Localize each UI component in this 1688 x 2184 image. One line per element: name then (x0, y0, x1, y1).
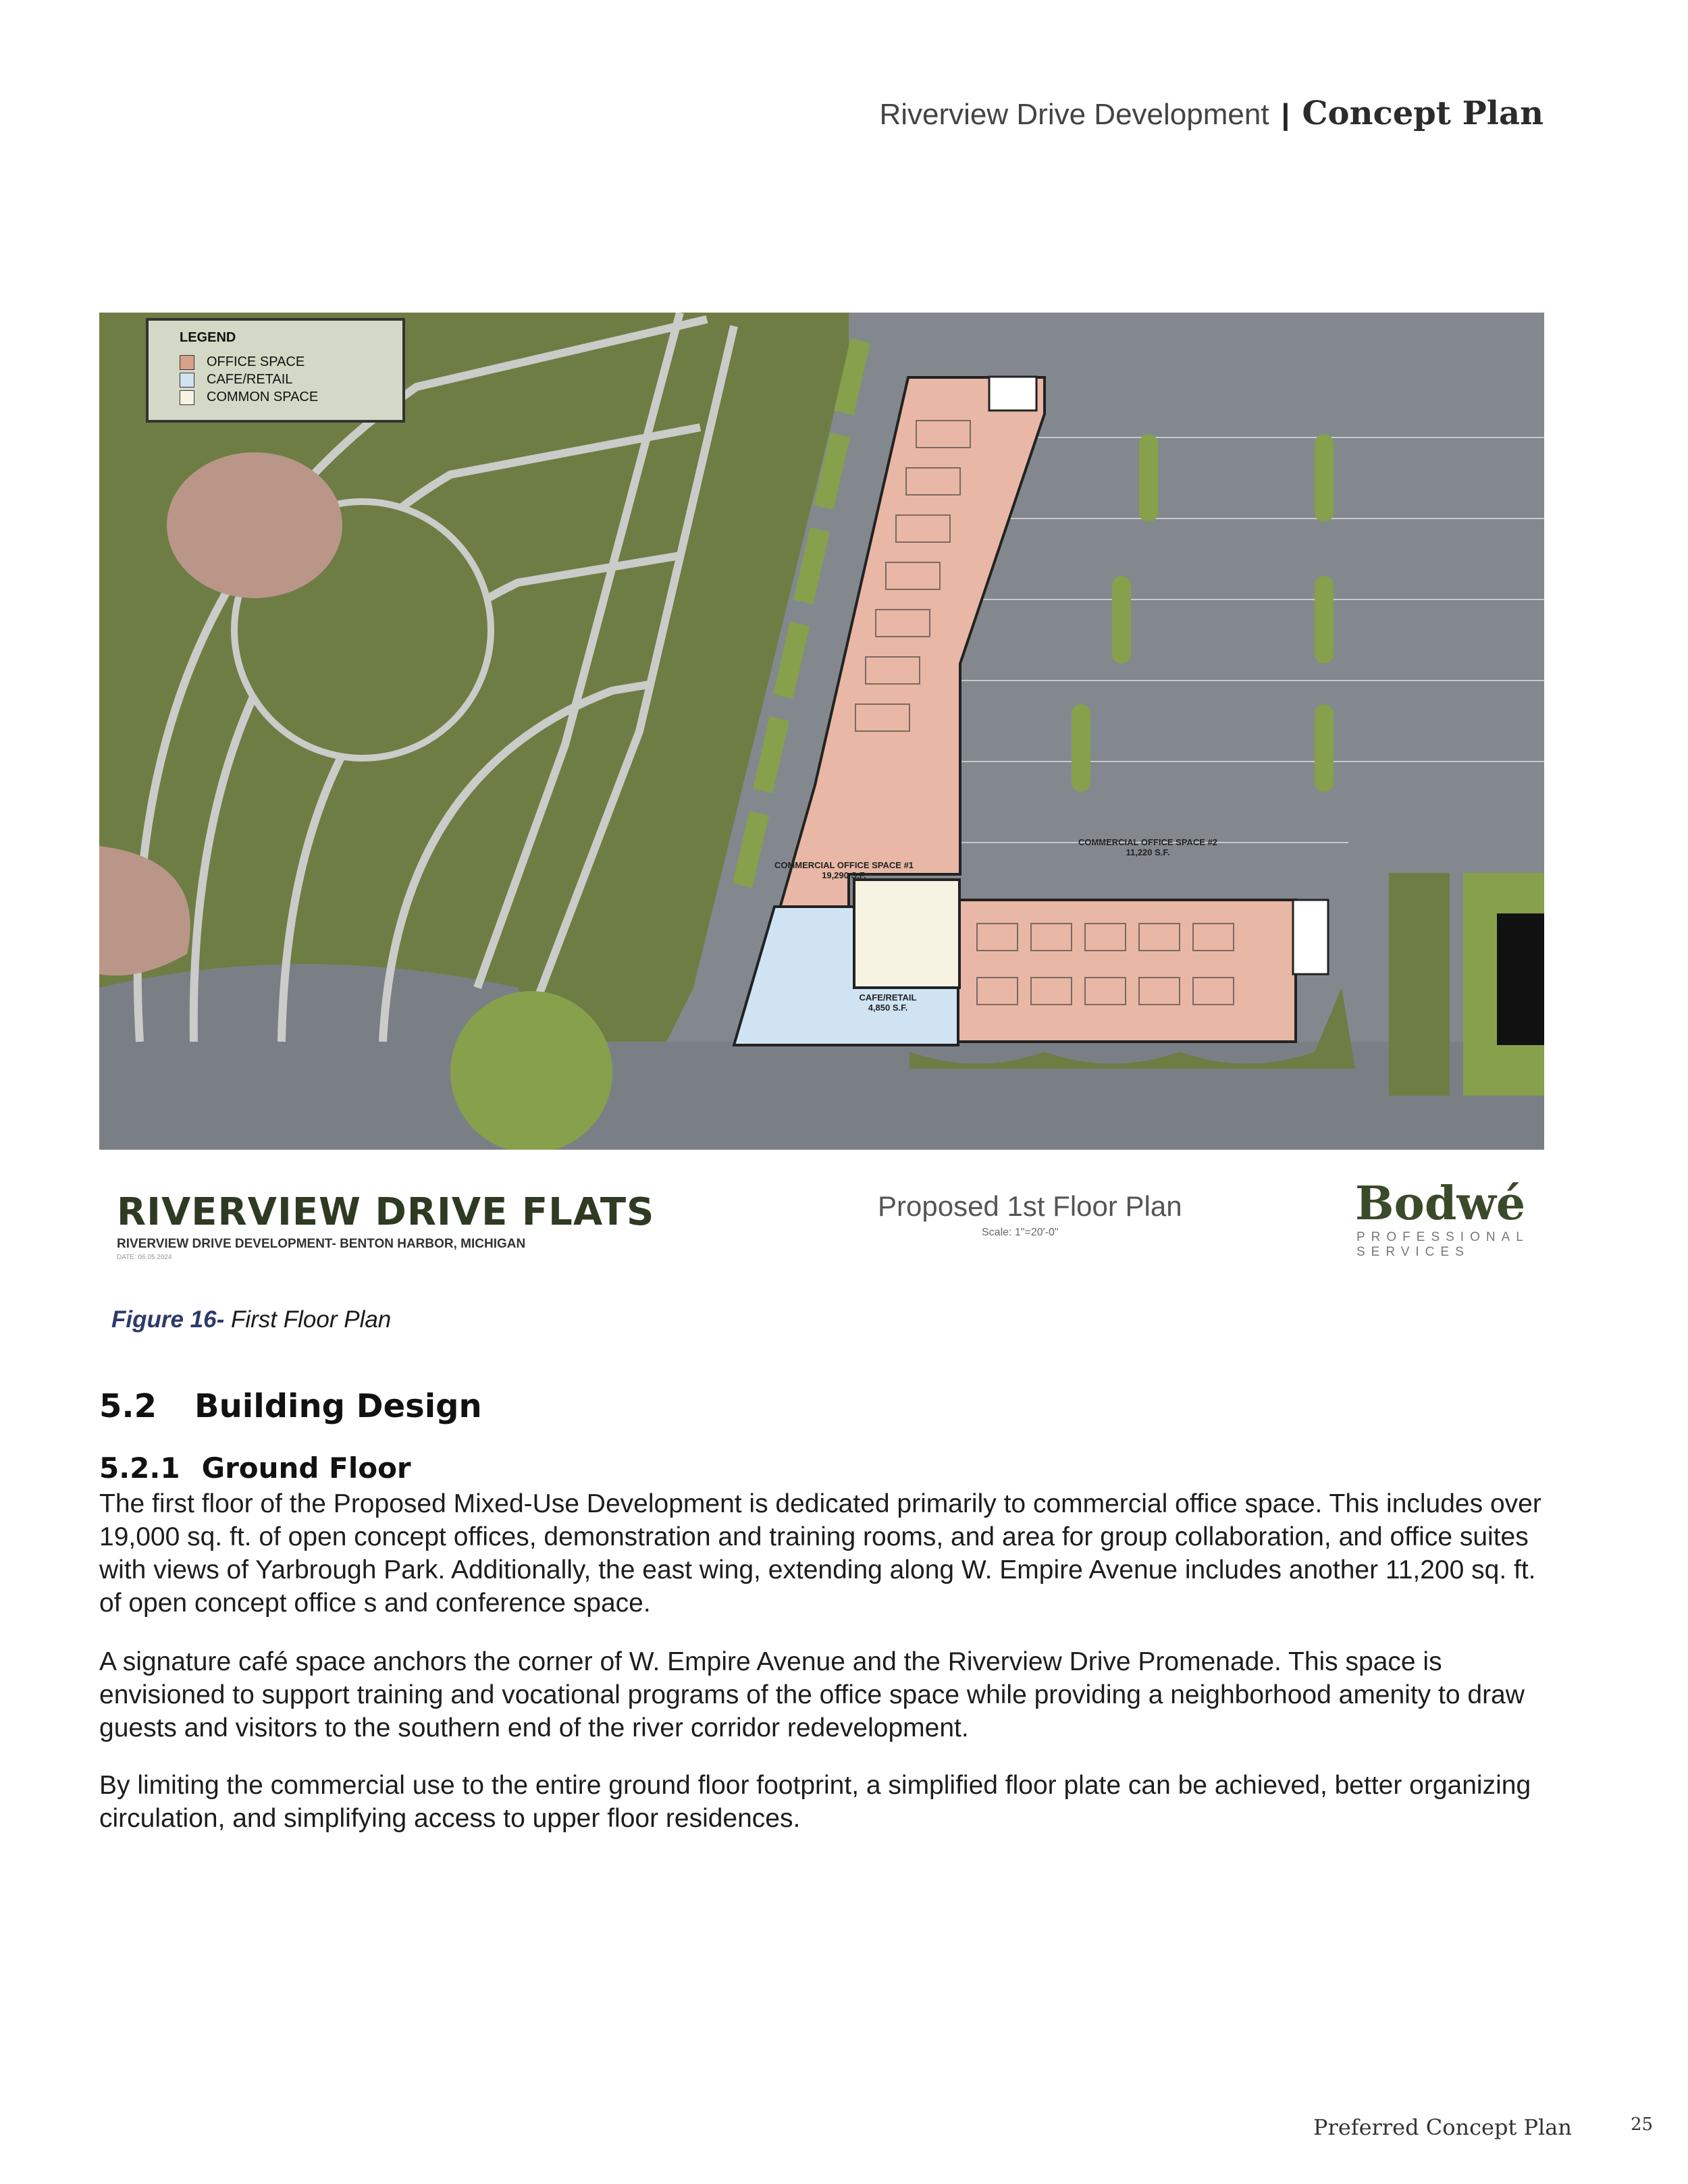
drawing-date: DATE: 06.05.2024 (117, 1254, 172, 1261)
legend-title: LEGEND (180, 330, 236, 345)
section-number: 5.2 (99, 1387, 157, 1425)
floor-plan-drawing (99, 313, 1544, 1150)
page-number: 25 (1631, 2114, 1654, 2135)
drawing-title-block (99, 1150, 1544, 1278)
body-paragraph: A signature café space anchors the corner of W. Empire Avenue and the Riverview Drive Promenade. This space is envisioned to support training and vocational programs of the office space while providing a neighborhood amenity to draw guests and visitors to the southern end of the river corridor redevelopment. (99, 1647, 1525, 1742)
section-title: Building Design (194, 1387, 482, 1425)
office-2-label (1060, 837, 1236, 857)
legend-item-cafe (180, 372, 292, 388)
common-space (854, 880, 959, 988)
plaza-upper (167, 452, 342, 598)
subsection-title: Ground Floor (201, 1451, 411, 1485)
floor-plan-figure (99, 313, 1544, 1150)
cafe-area: 4,850 S.F. (868, 1003, 908, 1013)
plan-scale: Scale: 1"=20'-0" (982, 1227, 1059, 1238)
legend-label: OFFICE SPACE (207, 354, 305, 369)
footer-label: Preferred Concept Plan (1313, 2114, 1572, 2140)
subsection-heading (99, 1451, 411, 1485)
legend-item-office (180, 354, 305, 370)
body-paragraph: By limiting the commercial use to the entire ground floor footprint, a simplified floor plate can be achieved, better organizing circulation, and simplifying access to upper floor residences. (99, 1771, 1531, 1833)
cafe-label (837, 992, 939, 1013)
office-1-name: COMMERCIAL OFFICE SPACE #1 (774, 860, 914, 870)
header-project: Riverview Drive Development (879, 98, 1269, 131)
office-2-name: COMMERCIAL OFFICE SPACE #2 (1078, 837, 1218, 847)
stair-core-east (1293, 900, 1328, 974)
subsection-number: 5.2.1 (99, 1451, 180, 1485)
body-paragraph: The first floor of the Proposed Mixed-Use Development is dedicated primarily to commercial office space. This includes over 19,000 sq. ft. of open concept offices, demonstration and training rooms, and area for group collaboration, and office suites with views of Yarbrough Park. Additionally, the east wing, extending along W. Empire Avenue includes another 11,200 sq. ft. of open concept office s and conference space. (99, 1489, 1541, 1618)
adjacent-building (1497, 913, 1544, 1045)
figure-caption (111, 1306, 391, 1333)
project-subtitle: RIVERVIEW DRIVE DEVELOPMENT- BENTON HARBOR, MICHIGAN (117, 1237, 526, 1251)
logo-sub-line: PROFESSIONAL (1356, 1230, 1529, 1244)
legend-label: CAFE/RETAIL (207, 372, 293, 387)
stair-core (989, 377, 1036, 410)
legend-item-common (180, 390, 318, 405)
plan-legend (146, 318, 405, 423)
header-separator: | (1281, 98, 1290, 131)
header-section: Concept Plan (1302, 95, 1544, 132)
office-2-area: 11,220 S.F. (1126, 847, 1170, 857)
logo-sub-line: SERVICES (1356, 1245, 1470, 1259)
company-logo: Bodwé (1355, 1177, 1526, 1231)
roundabout (450, 991, 612, 1150)
office-space-2 (958, 900, 1296, 1042)
company-logo-subtitle (1356, 1230, 1529, 1260)
page-header (879, 95, 1544, 132)
legend-label: COMMON SPACE (207, 390, 319, 404)
office-1-area: 19,290 S.F. (822, 870, 866, 880)
figure-text: First Floor Plan (231, 1306, 392, 1333)
figure-number: Figure 16- (111, 1306, 225, 1333)
office-1-label (756, 860, 932, 880)
plan-title: Proposed 1st Floor Plan (878, 1190, 1182, 1222)
cafe-swatch (180, 373, 194, 388)
office-swatch (180, 355, 194, 370)
project-name: RIVERVIEW DRIVE FLATS (117, 1190, 655, 1234)
cafe-name: CAFE/RETAIL (859, 992, 917, 1003)
section-heading (99, 1387, 482, 1425)
common-swatch (180, 390, 194, 405)
